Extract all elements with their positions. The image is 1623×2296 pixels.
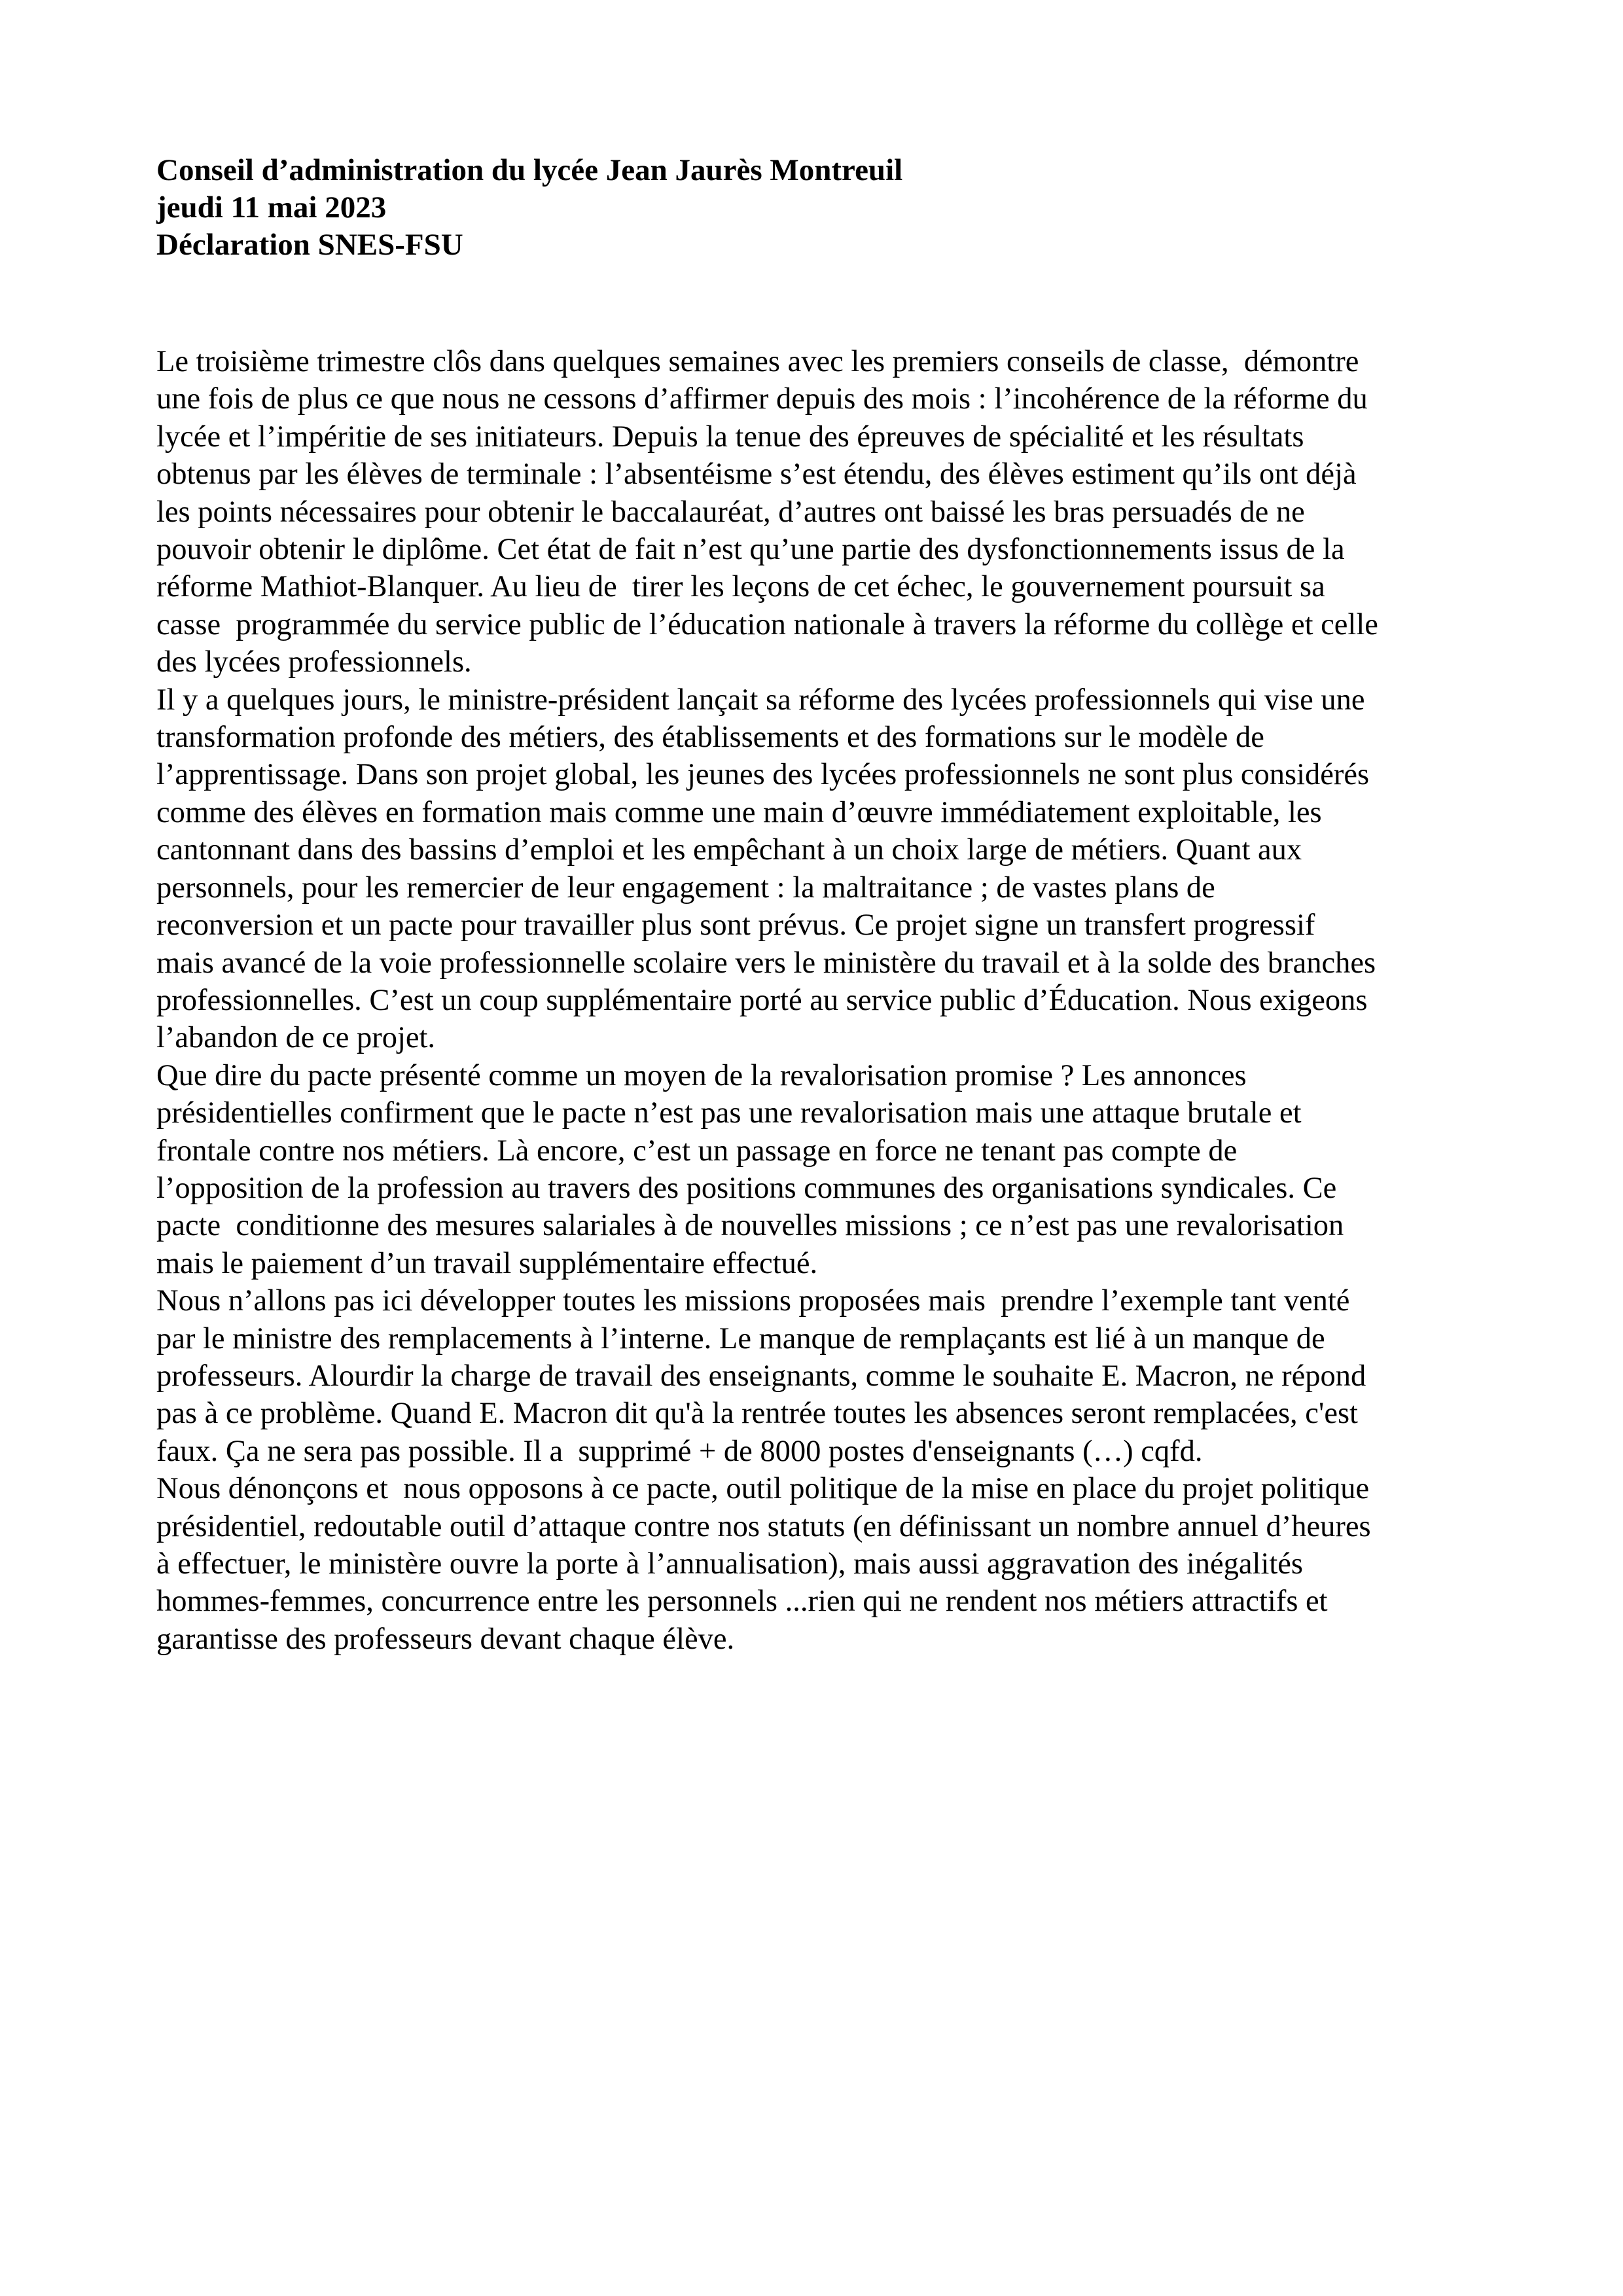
- body-text-line: pas à ce problème. Quand E. Macron dit qu'à la rentrée toutes les absences seront remplacées, c'est: [156, 1397, 1358, 1431]
- body-text-line: transformation profonde des métiers, des établissements et des formations sur le modèle de: [156, 721, 1264, 755]
- body-text-line: frontale contre nos métiers. Là encore, c’est un passage en force ne tenant pas compte de: [156, 1134, 1238, 1168]
- body-text-line: Nous n’allons pas ici développer toutes les missions proposées mais prendre l’exemple tant venté: [156, 1284, 1350, 1318]
- body-text-line: reconversion et un pacte pour travailler plus sont prévus. Ce projet signe un transfert progressif: [156, 908, 1315, 942]
- declaration-subtitle: Déclaration SNES-FSU: [156, 228, 463, 262]
- body-text-line: Le troisième trimestre clôs dans quelques semaines avec les premiers conseils de classe, démontre: [156, 345, 1359, 378]
- body-text-line: l’apprentissage. Dans son projet global, les jeunes des lycées professionnels ne sont plus considérés: [156, 758, 1370, 792]
- body-text-line: par le ministre des remplacements à l’interne. Le manque de remplaçants est lié à un manque de: [156, 1321, 1325, 1355]
- body-text-line: professeurs. Alourdir la charge de travail des enseignants, comme le souhaite E. Macron, ne répond: [156, 1359, 1366, 1393]
- body-text-line: pouvoir obtenir le diplôme. Cet état de fait n’est qu’une partie des dysfonctionnements issus de la: [156, 533, 1345, 567]
- declaration-body: [156, 343, 1485, 1658]
- body-text-line: présidentiel, redoutable outil d’attaque contre nos statuts (en définissant un nombre annuel d’heures: [156, 1509, 1371, 1543]
- body-text-line: pacte conditionne des mesures salariales à de nouvelles missions ; ce n’est pas une revalorisation: [156, 1209, 1344, 1243]
- body-text-line: réforme Mathiot-Blanquer. Au lieu de tirer les leçons de cet échec, le gouvernement poursuit sa: [156, 570, 1325, 604]
- body-text-line: à effectuer, le ministère ouvre la porte à l’annualisation), mais aussi aggravation des inégalités: [156, 1547, 1304, 1581]
- body-text-line: professionnelles. C’est un coup supplémentaire porté au service public d’Éducation. Nous exigeons: [156, 983, 1368, 1017]
- body-text-line: mais avancé de la voie professionnelle scolaire vers le ministère du travail et à la solde des branches: [156, 946, 1376, 980]
- body-text-line: des lycées professionnels.: [156, 645, 472, 679]
- body-text-line: les points nécessaires pour obtenir le baccalauréat, d’autres ont baissé les bras persuadés de ne: [156, 495, 1305, 529]
- body-text-line: obtenus par les élèves de terminale : l’absentéisme s’est étendu, des élèves estiment qu’ils ont déjà: [156, 457, 1357, 492]
- body-text-line: Nous dénonçons et nous opposons à ce pacte, outil politique de la mise en place du projet politique: [156, 1472, 1370, 1506]
- body-text-line: casse programmée du service public de l’éducation nationale à travers la réforme du collège et celle: [156, 607, 1378, 641]
- body-text-line: faux. Ça ne sera pas possible. Il a supprimé + de 8000 postes d'enseignants (…) cqfd.: [156, 1434, 1203, 1468]
- body-text-line: Que dire du pacte présenté comme un moyen de la revalorisation promise ? Les annonces: [156, 1058, 1247, 1092]
- body-text-line: lycée et l’impéritie de ses initiateurs. Depuis la tenue des épreuves de spécialité et les résultats: [156, 420, 1304, 454]
- body-text-line: présidentielles confirment que le pacte n’est pas une revalorisation mais une attaque brutale et: [156, 1096, 1302, 1130]
- meeting-date: jeudi 11 mai 2023: [156, 190, 387, 224]
- body-text-line: l’abandon de ce projet.: [156, 1021, 436, 1055]
- body-text-line: garantisse des professeurs devant chaque élève.: [156, 1622, 735, 1656]
- document-header: [156, 152, 1465, 264]
- body-text-line: personnels, pour les remercier de leur engagement : la maltraitance ; de vastes plans de: [156, 870, 1215, 905]
- document-title: Conseil d’administration du lycée Jean Jaurès Montreuil: [156, 153, 903, 187]
- body-text-line: hommes-femmes, concurrence entre les personnels ...rien qui ne rendent nos métiers attractifs et: [156, 1585, 1328, 1619]
- body-text-line: cantonnant dans des bassins d’emploi et les empêchant à un choix large de métiers. Quant aux: [156, 833, 1302, 867]
- body-text-line: comme des élèves en formation mais comme une main d’œuvre immédiatement exploitable, les: [156, 795, 1322, 829]
- body-text-line: l’opposition de la profession au travers des positions communes des organisations syndicales. Ce: [156, 1171, 1337, 1205]
- body-text-line: mais le paiement d’un travail supplémentaire effectué.: [156, 1246, 818, 1280]
- body-text-line: Il y a quelques jours, le ministre-président lançait sa réforme des lycées professionnels qui vise une: [156, 683, 1365, 717]
- body-text-line: une fois de plus ce que nous ne cessons d’affirmer depuis des mois : l’incohérence de la réforme du: [156, 382, 1368, 416]
